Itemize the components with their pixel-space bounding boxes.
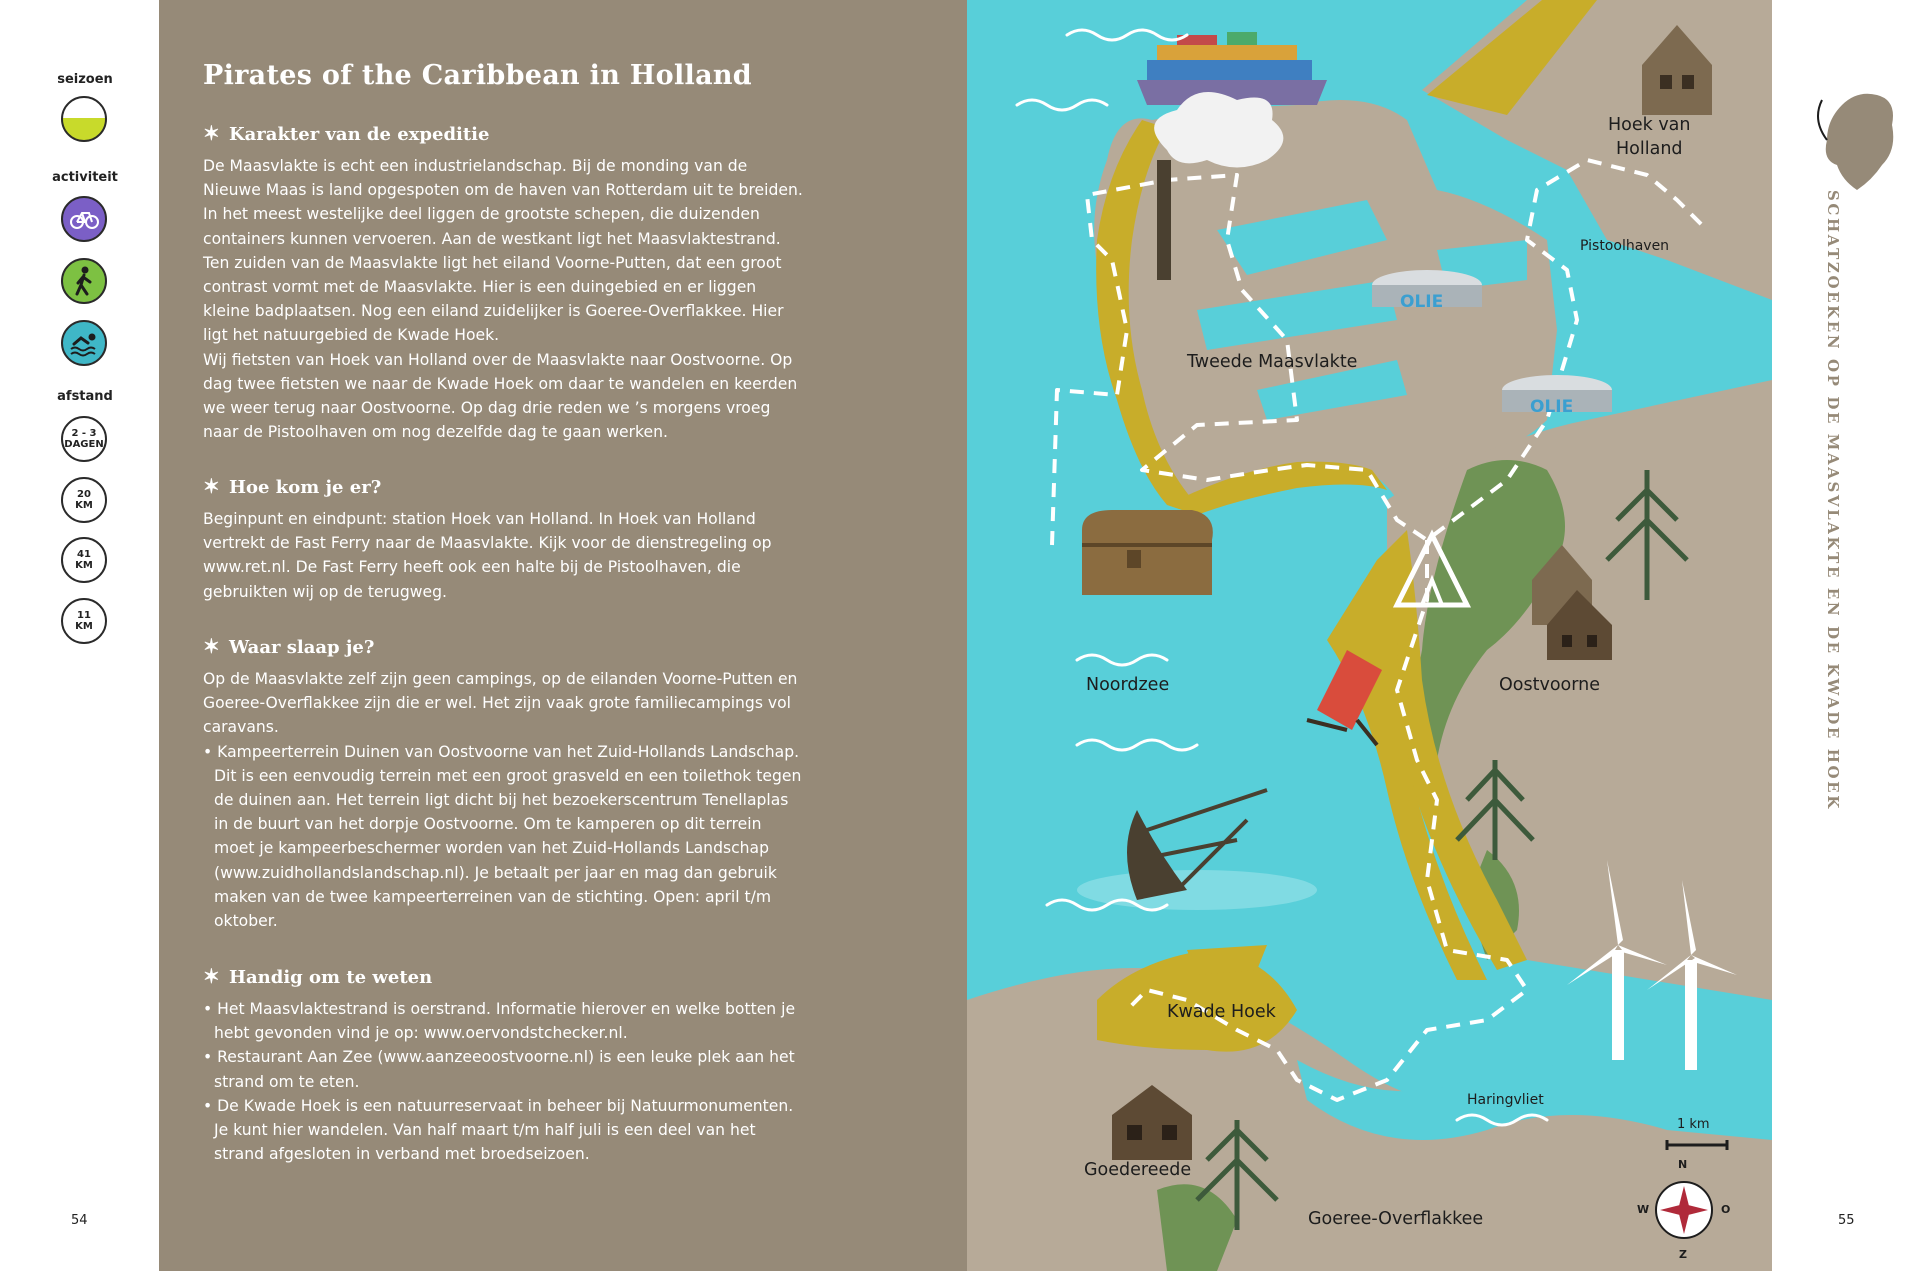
label-olie: OLIE [1400,292,1444,312]
compass-south: Z [1679,1248,1687,1261]
distance-badge: 41 KM [61,537,107,583]
star-icon: ✶ [203,474,220,498]
label-haringvliet: Haringvliet [1467,1092,1544,1108]
netherlands-map-icon [1802,80,1902,200]
walk-icon [61,258,107,304]
page-number-left: 54 [71,1213,88,1228]
label-noordzee: Noordzee [1086,675,1170,695]
route-map [967,0,1772,1271]
label-kwade-hoek: Kwade Hoek [1167,1002,1276,1022]
distance-label: afstand [57,389,113,404]
compass-east: O [1721,1203,1731,1216]
scale-label: 1 km [1677,1117,1710,1132]
section-heading: ✶ Waar slaap je? [203,634,375,658]
compass-north: N [1678,1158,1688,1171]
distance-badge: 2 - 3 DAGEN [61,416,107,462]
section-body: Beginpunt en eindpunt: station Hoek van Holland. In Hoek van Holland vertrekt de Fast Ferry naar de Maasvlakte. Kijk voor de dienstregeling op www.ret.nl. De Fast Ferry heeft ook een halte bij de Pistoolhaven, die gebruikten wij op de terugweg. [203,510,772,601]
star-icon: ✶ [203,634,220,658]
label-goeree-overflakkee: Goeree-Overflakkee [1308,1209,1484,1229]
map-illustration [967,0,1772,1271]
list-item: • Kampeerterrein Duinen van Oostvoorne van het Zuid-Hollands Landschap. Dit is een eenvoudig terrein met een groot grasveld en een toilethok tegen de duinen aan. Het terrein ligt dicht bij het bezoekerscentrum Tenellaplas in de buurt van het dorpje Oostvoorne. Om te kamperen op dit terrein moet je kampeerbeschermer worden van het Zuid-Hollands Landschap (www.zuidhollandslandschap.nl). Je betaalt per jaar en mag dan gebruik maken van de twee kampeerterreinen van de stichting. Open: april t/m oktober. [203,742,802,931]
star-icon: ✶ [203,964,220,988]
treasure-chest [1082,510,1213,595]
activity-label: activiteit [52,170,118,185]
season-label: seizoen [57,72,113,87]
label-olie: OLIE [1530,397,1574,417]
distance-badge: 11 KM [61,598,107,644]
container-ship [1137,32,1327,105]
list-item: • Restaurant Aan Zee (www.aanzeeoostvoorne.nl) is een leuke plek aan het strand om te eten. [203,1048,795,1091]
left-margin [0,0,160,1271]
section-body [203,997,803,1166]
list-item: • Het Maasvlaktestrand is oerstrand. Informatie hierover en welke botten je hebt gevonden vind je op: www.oervondstchecker.nl. [203,1000,796,1043]
label-oostvoorne: Oostvoorne [1499,675,1600,695]
section-body: Op de Maasvlakte zelf zijn geen campings, op de eilanden Voorne-Putten en Goeree-Overflakkee zijn die er wel. Het zijn vaak grote familiecampings vol caravans. • Kampeerterrein Duinen van Oostvoorne van het Zuid-Hollands Landschap. Dit is een eenvoudig terrein met een groot grasveld en een toilethok tegen de duinen aan. Het terrein ligt dicht bij het bezoekerscentrum Tenellaplas in de buurt van het dorpje Oostvoorne. Om te kamperen op dit terrein moet je kampeerbeschermer worden van het Zuid-Hollands Landschap (www.zuidhollandslandschap.nl). Je betaalt per jaar en mag dan gebruik maken van de twee kampeerterreinen van de stichting. Open: april t/m oktober. [203,667,803,933]
section-heading: ✶ Hoe kom je er? [203,474,382,498]
swim-icon [61,320,107,366]
shipwreck [1077,790,1317,910]
compass-west: W [1637,1203,1650,1216]
compass-rose [1656,1182,1712,1238]
label-hoek-van-holland: Hoek van Holland [1608,115,1691,159]
bike-icon [61,196,107,242]
section-heading: ✶ Karakter van de expeditie [203,121,490,145]
season-icon [61,96,107,142]
label-tweede-maasvlakte: Tweede Maasvlakte [1187,352,1358,372]
chapter-title-vertical: SCHATZOEKEN OP DE MAASVLAKTE EN DE KWADE HOEK [1824,190,1842,811]
label-goedereede: Goedereede [1084,1160,1192,1180]
article-panel [159,0,967,1271]
label-pistoolhaven: Pistoolhaven [1580,238,1670,254]
section-body: De Maasvlakte is echt een industrielandschap. Bij de monding van de Nieuwe Maas is land opgespoten om de haven van Rotterdam uit te breiden. In het meest westelijke deel liggen de grootste schepen, die duizenden containers kunnen vervoeren. Aan de westkant ligt het Maasvlaktestrand. Ten zuiden van de Maasvlakte ligt het eiland Voorne-Putten, dat een groot contrast vormt met de Maasvlakte. Hier is een duingebied en er liggen kleine badplaatsen. Nog een eiland zuidelijker is Goeree-Overflakkee. Hier ligt het natuurgebied de Kwade Hoek. Wij fietsten van Hoek van Holland over de Maasvlakte naar Oostvoorne. Op dag twee fietsten we naar de Kwade Hoek om daar te wandelen en keerden we weer terug naar Oostvoorne. Op dag drie reden we ’s morgens vroeg naar de Pistoolhaven om nog dezelfde dag te gaan werken. [203,157,803,442]
page-number-right: 55 [1838,1213,1855,1228]
distance-badge: 20 KM [61,477,107,523]
right-margin [1772,0,1920,1271]
list-item: • De Kwade Hoek is een natuurreservaat in beheer bij Natuurmonumenten. Je kunt hier wandelen. Van half maart t/m half juli is een deel van het strand afgesloten in verband met broedseizoen. [203,1096,794,1164]
section-heading: ✶ Handig om te weten [203,964,433,988]
page-title: Pirates of the Caribbean in Holland [203,60,752,91]
star-icon: ✶ [203,121,220,145]
